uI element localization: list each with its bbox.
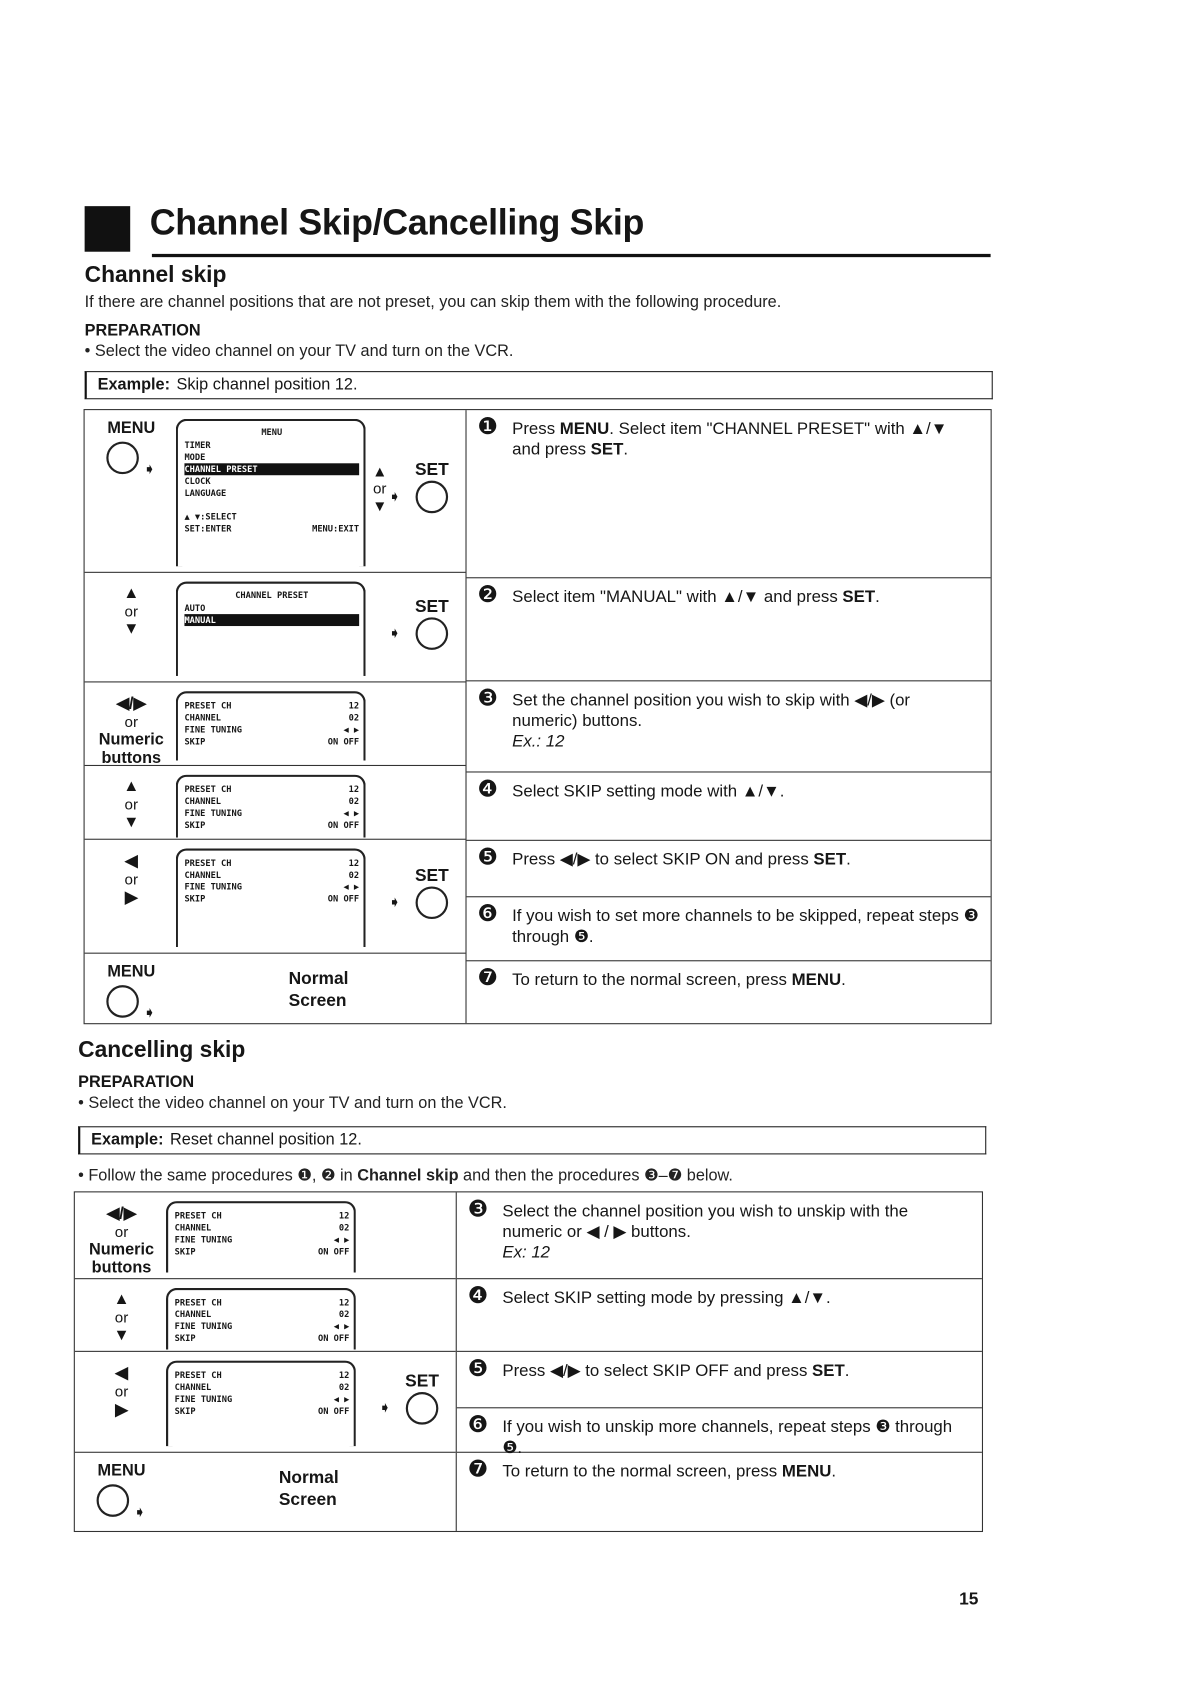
section-heading-channel-skip: Channel skip [84,262,227,288]
text-segment: . [844,1361,850,1381]
set-button [396,1372,448,1430]
osd-value: ◀ ▶ [343,724,360,735]
set-button [406,866,458,924]
osd-value: 02 [348,870,360,880]
text-segment: MENU [559,419,610,439]
osd-screen [176,419,366,567]
preparation-label: PREPARATION [84,321,201,340]
osd-line [175,1332,350,1344]
control-label: MENU [107,962,156,981]
text-segment: • Follow the same procedures ❶, ❷ in [78,1166,358,1185]
osd-label: PRESET CH [174,1297,222,1308]
osd-label: MODE [184,452,206,463]
text-segment: Select SKIP setting mode by pressing ▲/▼. [502,1288,831,1308]
step-number: ❸ [477,685,498,711]
control-label: MENU [97,1461,146,1480]
text-segment: SET [842,588,876,607]
step-2 [457,1352,982,1408]
control-label: or [114,1382,129,1400]
text-segment: Channel skip [357,1166,459,1185]
osd-label: SET:ENTER [184,524,232,534]
menu-button-icon [107,442,140,475]
control-label: ▼ [372,496,388,515]
control-label: or [124,870,139,888]
osd-value: ◀ ▶ [343,808,360,819]
set-label: SET [414,866,449,885]
osd-line [184,523,359,535]
osd-label: FINE TUNING [184,808,242,819]
osd-screen [176,775,366,838]
osd-line [175,1234,350,1246]
text-segment: Select the channel position you wish to unskip with the numeric or ◀ / ▶ buttons. [502,1202,909,1242]
osd-line [184,881,359,893]
osd-value: 02 [348,712,360,723]
step-number: ❻ [467,1412,489,1438]
osd-label: LANGUAGE [184,488,227,499]
osd-line [184,475,359,487]
text-segment: MENU [791,971,842,990]
osd-label: SKIP [174,1406,196,1416]
preparation-text: • Select the video channel on your TV and turn on the VCR. [78,1093,507,1113]
osd-value: 02 [338,1309,350,1320]
preparation-text: • Select the video channel on your TV and turn on the VCR. [84,341,514,361]
osd-value: 12 [348,784,360,795]
step-3 [467,773,991,841]
osd-line [184,451,359,463]
text-segment: SET [812,1361,845,1381]
osd-line [175,1246,350,1258]
osd-label: PRESET CH [174,1210,222,1221]
step-number: ❷ [477,582,498,608]
osd-line [175,1210,350,1222]
arrow-right-icon: ➧ [143,460,157,478]
text-segment: SET [813,850,847,870]
text-segment: . [623,440,629,459]
instructions-column [457,1192,982,1531]
control-label: ▼ [113,1325,130,1345]
osd-title: MENU [261,427,283,438]
osd-value: 12 [348,700,360,711]
osd-label: SKIP [184,820,206,831]
osd-line [184,724,359,736]
control-label: ▼ [123,812,140,832]
normal-screen-text: Screen [288,991,347,1011]
step-number: ❻ [477,901,498,927]
osd-line [184,857,359,869]
text-segment: Press ◀/▶ to select SKIP OFF and press [502,1361,813,1381]
section-heading-cancelling-skip: Cancelling skip [78,1037,246,1063]
osd-label: AUTO [184,603,206,614]
control-cell [75,1352,456,1453]
osd-value: ◀ ▶ [333,1234,350,1245]
control-label: or [124,602,139,620]
osd-screen [166,1201,356,1273]
normal-screen-text: Normal [288,969,349,989]
osd-screen [176,691,366,760]
controls-column [85,410,467,1023]
step-number: ❹ [477,776,498,802]
control-label: or [114,1222,129,1241]
osd-line [184,736,359,748]
control-cell [85,682,466,766]
control-label: or [372,479,387,497]
step-number: ❶ [477,414,498,440]
osd-label: FINE TUNING [184,882,242,892]
text-segment: To return to the normal screen, press [512,971,792,990]
step-number: ❼ [467,1457,489,1483]
step-0 [467,410,991,578]
step-0 [457,1192,982,1279]
set-button-icon [416,886,449,919]
osd-value: ON OFF [327,894,360,904]
text-segment: Set the channel position you wish to skip with ◀/▶ (or numeric) buttons. [512,691,911,731]
control-buttons [89,693,174,767]
control-label: ◀/▶ [106,1204,137,1223]
osd-label: PRESET CH [184,700,232,711]
control-buttons [79,1203,164,1277]
osd-label: FINE TUNING [174,1321,233,1332]
osd-value: ON OFF [327,820,360,831]
osd-label: CHANNEL [184,796,222,807]
osd-value: 12 [338,1370,350,1381]
arrow-right-icon: ➧ [143,1003,157,1021]
intro-text: If there are channel positions that are not preset, you can skip them with the following procedure. [84,292,782,312]
control-cell [85,766,466,840]
menu-button-icon [107,985,140,1018]
control-label: buttons [91,1258,152,1278]
osd-label: FINE TUNING [174,1394,233,1404]
osd-label: PRESET CH [174,1370,222,1381]
osd-screen [176,582,366,676]
normal-screen-text: Screen [278,1490,337,1510]
control-buttons [89,851,174,907]
normal-screen-label [289,969,349,1012]
osd-value: ◀ ▶ [333,1321,350,1332]
control-cell [75,1279,456,1352]
osd-title: CHANNEL PRESET [235,590,309,601]
set-label: SET [414,461,449,480]
osd-label: CHANNEL [184,870,222,880]
steps-table-skip [84,409,992,1024]
control-label: ◀/▶ [116,694,147,713]
step-6 [467,961,991,1023]
osd-label: FINE TUNING [174,1234,233,1245]
step-number: ❺ [467,1356,489,1382]
control-buttons [79,1363,164,1419]
control-label: or [124,795,139,813]
arrow-right-icon: ➧ [388,623,402,641]
osd-line [184,869,359,881]
osd-value: ON OFF [327,736,360,747]
set-button [406,461,458,519]
osd-label: TIMER [184,440,211,451]
step-example: Ex.: 12 [512,732,565,751]
control-cell [85,954,466,1023]
osd-line [175,1320,350,1332]
control-label: ▲ [123,583,140,603]
step-4 [457,1453,982,1531]
step-1 [457,1279,982,1352]
osd-value: 12 [348,858,360,868]
osd-label: SKIP [184,736,206,747]
osd-screen [176,848,366,947]
osd-label: SKIP [174,1246,196,1257]
text-segment: . [831,1462,837,1482]
control-label: Numeric [98,730,164,749]
example-text: Reset channel position 12. [170,1130,362,1150]
osd-label: PRESET CH [184,858,232,868]
control-buttons [89,777,174,831]
control-label: ◀ [125,851,138,871]
instructions-column [467,410,991,1023]
osd-label: FINE TUNING [184,724,242,735]
osd-line [175,1297,350,1309]
set-button-icon [406,1392,439,1425]
osd-value: 02 [348,796,360,807]
step-3 [457,1408,982,1458]
control-buttons [89,584,174,638]
osd-label: CHANNEL [174,1222,212,1233]
text-segment: . [846,850,851,870]
control-label: ▲ [113,1290,130,1309]
osd-value: 02 [338,1382,350,1393]
control-label: ▲ [123,776,140,796]
control-buttons [79,1290,164,1344]
osd-line [175,1381,350,1393]
set-button-icon [416,617,449,650]
step-1 [467,578,991,681]
step-number: ❺ [477,845,498,871]
osd-line [175,1405,350,1417]
control-label: ▼ [123,619,140,638]
osd-label: CHANNEL [184,712,222,723]
preparation-label: PREPARATION [78,1073,195,1092]
osd-line [184,893,359,905]
osd-label: CLOCK [184,476,211,487]
example-box [78,1126,986,1154]
set-button [406,597,458,655]
control-label: ▶ [115,1400,128,1420]
osd-value: ON OFF [318,1333,350,1344]
text-segment: SET [590,440,624,459]
control-cell [75,1192,456,1279]
control-buttons [79,1461,164,1521]
controls-column [75,1192,457,1531]
osd-label: MANUAL [184,615,216,625]
page-number: 15 [959,1590,979,1610]
text-segment: . [875,588,880,607]
example-label: Example: [91,1130,164,1150]
text-segment: MENU [781,1462,832,1482]
step-number: ❸ [467,1196,489,1222]
osd-label: SKIP [184,894,206,904]
osd-line [184,807,359,819]
osd-line [175,1369,350,1381]
arrow-right-icon: ➧ [378,1398,392,1416]
osd-label: SKIP [174,1333,196,1344]
osd-value: MENU:EXIT [312,524,360,534]
osd-value: ◀ ▶ [343,882,360,892]
osd-line [175,1222,350,1234]
osd-screen [166,1361,356,1447]
osd-label: CHANNEL [174,1382,212,1393]
osd-screen [166,1288,356,1350]
text-segment: Select SKIP setting mode with ▲/▼. [512,782,785,801]
osd-line [184,463,359,475]
osd-value: ◀ ▶ [333,1394,350,1404]
control-buttons [89,962,174,1022]
osd-line [175,1309,350,1321]
example-box [85,371,993,399]
step-4 [467,841,991,897]
follow-instruction [78,1165,733,1185]
page-title: Channel Skip/Cancelling Skip [149,201,644,242]
step-5 [467,897,991,961]
osd-line [184,511,359,523]
step-example: Ex: 12 [502,1243,551,1262]
example-label: Example: [97,375,171,394]
step-number: ❹ [467,1283,489,1309]
text-segment: and then the procedures ❸–❼ below. [458,1166,733,1185]
osd-label: CHANNEL [174,1309,212,1320]
osd-line [184,487,359,499]
osd-value: ON OFF [318,1406,350,1416]
control-label: ▶ [125,888,138,908]
control-label: ◀ [115,1363,128,1383]
osd-label: ▲ ▼:SELECT [184,512,237,522]
text-segment: . Select item "CHANNEL PRESET" with ▲/▼ and press [512,419,948,459]
osd-line [184,700,359,712]
normal-screen-text: Normal [278,1469,339,1488]
osd-line [184,783,359,795]
text-segment: Press [512,419,560,439]
control-label: Numeric [88,1240,155,1259]
set-label: SET [414,597,449,616]
osd-line [184,439,359,451]
osd-line [184,795,359,807]
text-segment: Select item "MANUAL" with ▲/▼ and press [512,588,843,607]
text-segment: . [841,971,846,990]
osd-label: PRESET CH [184,784,232,795]
arrow-right-icon: ➧ [388,487,402,505]
arrow-right-icon: ➧ [133,1502,147,1521]
osd-line [184,602,359,614]
osd-value: ON OFF [318,1246,350,1257]
control-label: MENU [107,418,156,438]
step-2 [467,681,991,772]
set-label: SET [405,1371,439,1391]
arrow-right-icon: ➧ [388,892,402,910]
control-cell [85,840,466,954]
osd-line [184,819,359,831]
normal-screen-label [279,1468,339,1511]
text-segment: To return to the normal screen, press [502,1462,782,1482]
osd-label: CHANNEL PRESET [184,464,258,475]
set-button-icon [416,481,449,514]
up-down-buttons [369,462,391,514]
text-segment: If you wish to unskip more channels, repeat steps ❸ through ❺. [502,1418,953,1458]
menu-button-icon [97,1484,130,1517]
title-rule [152,254,991,257]
control-cell [85,410,466,573]
text-segment: Press ◀/▶ to select SKIP ON and press [512,850,814,870]
control-cell [85,573,466,683]
control-label: or [124,712,139,731]
osd-value: 12 [338,1210,350,1221]
control-cell [75,1453,456,1531]
step-number: ❼ [477,965,498,991]
control-label: buttons [101,748,162,768]
example-text: Skip channel position 12. [176,375,358,394]
text-segment: If you wish to set more channels to be skipped, repeat steps ❸ through ❺. [512,907,979,947]
pencil-icon [85,206,131,252]
osd-value: 12 [338,1297,350,1308]
control-label: or [114,1308,129,1326]
osd-line [184,614,359,626]
osd-line [175,1393,350,1405]
osd-line [184,499,359,511]
control-buttons [89,419,174,479]
osd-line [184,712,359,724]
steps-table-cancel [74,1191,983,1532]
osd-value: 02 [338,1222,350,1233]
control-label: ▲ [372,462,388,480]
